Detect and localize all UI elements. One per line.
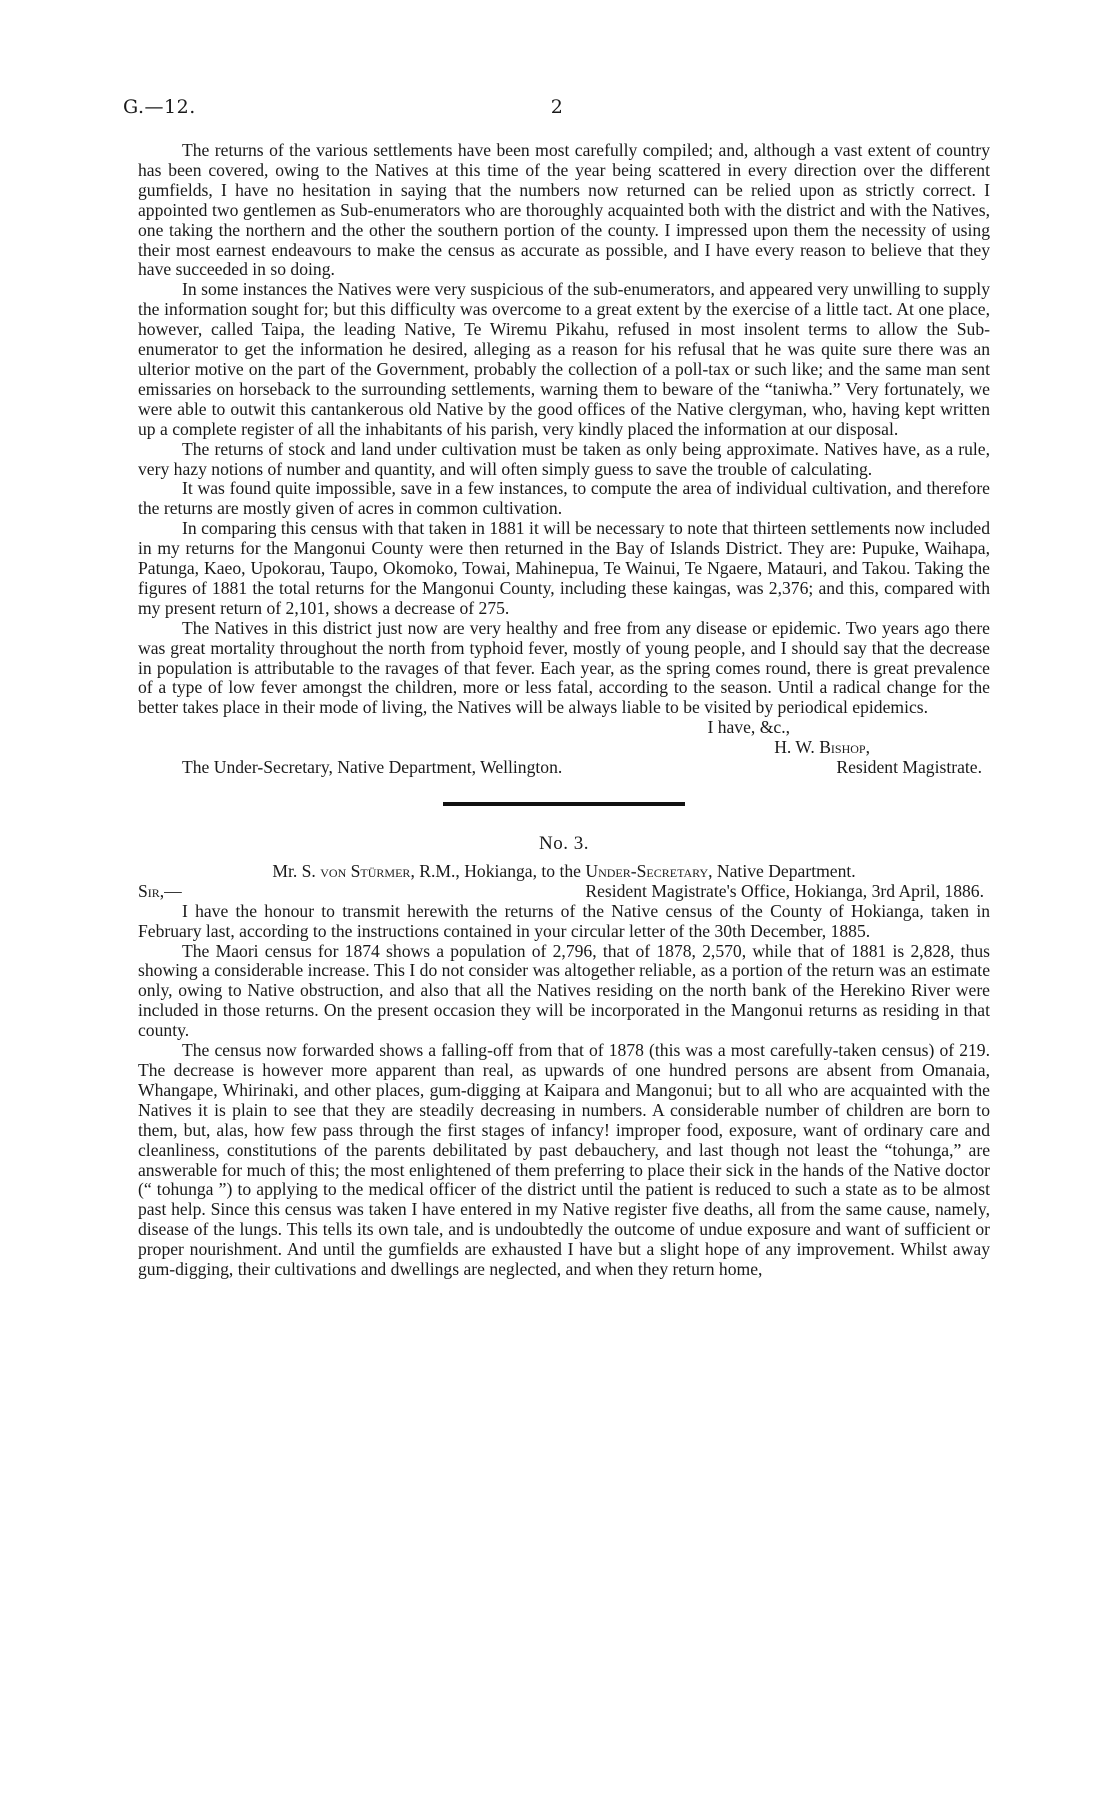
paragraph: The Natives in this district just now are very healthy and free from any disease or epidemic. Two years ago there was great mortality throughout the north from typhoid fever, mostly of young people, and I should say that the decrease in population is attributable to the ravages of that fever. Each year, as the spring comes round, there is great prevalence of a type of low fever amongst the children, more or less fatal, according to the season. Until a radical change for the better takes place in their mode of living, the Natives will be always liable to be visited by periodical epidemics. xyxy=(138,617,990,718)
office-dateline: Resident Magistrate's Office, Hokianga, 3rd April, 1886. xyxy=(585,880,984,901)
body-text xyxy=(138,141,990,1280)
paragraph: The returns of stock and land under cultivation must be taken as only being approximate. Natives have, as a rule, very hazy notions of number and quantity, and will often simply guess to save the trouble of calculating. xyxy=(138,438,990,479)
salutation-row xyxy=(138,882,990,902)
paragraph: In some instances the Natives were very suspicious of the sub-enumerators, and appeared very unwilling to supply the information sought for; but this difficulty was overcome to a great extent by the exercise of a little tact. At one place, however, called Taipa, the leading Native, Te Wiremu Pikahu, refused in most insolent terms to allow the Sub-enumerator to get the information he desired, alleging as a reason for his refusal that he was quite sure there was an ulterior motive on the part of the Government, probably the collection of a poll-tax or such like; and the same man sent emissaries on horseback to the surrounding settlements, warning them to beware of the “taniwha.” Very fortunately, we were able to outwit this cantankerous old Native by the good offices of the Native clergyman, who, having kept written up a complete register of all the inhabitants of his parish, very kindly placed the information at our disposal. xyxy=(138,279,990,439)
title-end: , Native Department. xyxy=(708,860,856,881)
title-recipient: Under-Secretary xyxy=(585,860,709,881)
title-mr: Mr. S. xyxy=(272,860,316,881)
signatory: H. W. Bishop, xyxy=(774,737,870,758)
title-rest: , R.M., Hokianga, to the xyxy=(410,860,581,881)
paragraph: The Maori census for 1874 shows a population of 2,796, that of 1878, 2,570, while that of 1881 is 2,828, thus showing a considerable increase. This I do not consider was altogether reliable, as a portion of the return was an estimate only, owing to Native obstruction, and also that all the Natives residing on the north bank of the Herekino River were included in those returns. On the present occasion they will be incorporated in the Mangonui returns as residing in that county. xyxy=(138,940,990,1041)
letter-title xyxy=(138,862,990,882)
signature-row xyxy=(138,738,990,758)
closing: I have, &c., xyxy=(707,717,790,738)
salutation: Sir,— xyxy=(138,880,182,901)
paragraph: In comparing this census with that taken in 1881 it will be necessary to note that thirteen settlements now included in my returns for the Mangonui County were then returned in the Bay of Islands District. They are: Pupuke, Waihapa, Patunga, Kaeo, Upokorau, Taupo, Okomoko, Towai, Mahinepua, Te Wainui, Te Ngaere, Matauri, and Takou. Taking the figures of 1881 the total returns for the Mangonui County, including these kaingas, was 2,376; and this, compared with my present return of 2,101, shows a decrease of 275. xyxy=(138,518,990,618)
letter-number: No. 3. xyxy=(539,833,589,854)
paragraph: The census now forwarded shows a falling-off from that of 1878 (this was a most carefully-taken census) of 219. The decrease is however more apparent than real, as upwards of one hundred persons are absent from Omanaia, Whangape, Whirinaki, and other places, gum-digging at Kaipara and Mangonui; but to all who are acquainted with the Natives it is plain to see that they are steadily decreasing in numbers. A considerable number of children are born to them, but, alas, how few pass through the first stages of infancy! improper food, exposure, want of ordinary care and cleanliness, constitutions of the parents debilitated by past debauchery, and last though not least the “tohunga,” are answerable for much of this; the most enlightened of them preferring to place their sick in the hands of the Native doctor (“ tohunga ”) to applying to the medical officer of the district until the patient is reduced to such a state as to be almost past help. Since this census was taken I have entered in my Native register five deaths, all from the same cause, namely, disease of the lungs. This tells its own tale, and is undoubtedly the outcome of undue exposure and want of sufficient or proper nourishment. And until the gumfields are exhausted I have but a slight hope of any improvement. Whilst away gum-digging, their cultivations and dwellings are neglected, and when they return home, xyxy=(138,1040,990,1280)
closing-row xyxy=(138,718,990,738)
title-name: Stürmer xyxy=(350,860,411,881)
paragraph: I have the honour to transmit herewith the returns of the Native census of the County of Hokianga, taken in February last, according to the instructions contained in your circular letter of the 30th December, 1885. xyxy=(138,900,990,941)
paragraph: The returns of the various settlements have been most carefully compiled; and, although a vast extent of country has been covered, owing to the Natives at this time of the year being scattered in every direction over the different gumfields, I have no hesitation in saying that the numbers now returned can be relied upon as strictly correct. I appointed two gentlemen as Sub-enumerators who are thoroughly acquainted both with the district and with the Natives, one taking the northern and the other the southern portion of the county. I impressed upon them the necessity of using their most earnest endeavours to make the census as accurate as possible, and I have every reason to believe that they have succeeded in so doing. xyxy=(138,140,990,280)
page-number: 2 xyxy=(550,96,564,118)
document-reference: G.—12. xyxy=(123,96,196,118)
title-von: von xyxy=(320,860,347,881)
addressee: The Under-Secretary, Native Department, Wellington. xyxy=(182,757,563,778)
section-divider xyxy=(443,802,685,806)
signatory-title: Resident Magistrate. xyxy=(836,757,982,778)
addressee-row xyxy=(138,758,990,778)
paragraph: It was found quite impossible, save in a few instances, to compute the area of individual cultivation, and therefore the returns are mostly given of acres in common cultivation. xyxy=(138,478,990,519)
